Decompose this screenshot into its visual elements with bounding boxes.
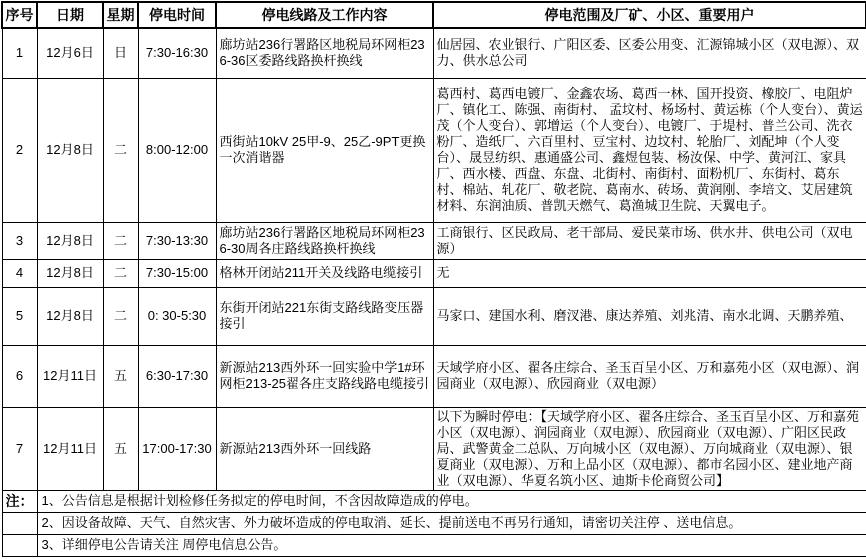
row-scope: 仙居园、农业银行、广阳区委、区委公用变、汇源锦城小区（双电源）、双力、供水总公司: [433, 28, 866, 78]
row-weekday: 二: [103, 222, 138, 259]
row-number: 2: [2, 78, 37, 222]
note-text: 3、详细停电公告请关注 周停电信息公告。: [37, 534, 866, 556]
note-row: [2, 490, 866, 512]
table-row: [2, 28, 866, 78]
row-date: 12月11日: [37, 407, 103, 490]
header-date: 日期: [37, 2, 103, 28]
row-date: 12月11日: [37, 345, 103, 407]
row-date: 12月6日: [37, 28, 103, 78]
outage-table: [1, 1, 866, 557]
row-work-content: 廊坊站236行署路区地税局环网柜236-36区委路线路换杆换线: [216, 28, 433, 78]
note-row: [2, 534, 866, 556]
row-scope: 以下为瞬时停电：【天域学府小区、翟各庄综合、圣玉百呈小区、万和嘉苑小区（双电源）、润园商业（双电源）、欣园商业（双电源）、广阳区民政局、武警黄金二总队、万向城小区（双电源）、万向城商业（双电源）、银夏商业（双电源）、万和上品小区（双电源）、都市名园小区、建业地产商业（双电源）、华夏名筑小区、迪斯卡伦商贸公司】: [433, 407, 866, 490]
row-work-content: 格林开闭站211开关及线路电缆接引: [216, 259, 433, 287]
table-row: [2, 259, 866, 287]
table-row: [2, 407, 866, 490]
header-serial: 序号: [2, 2, 37, 28]
header-work: 停电线路及工作内容: [216, 2, 433, 28]
row-time: 7:30-13:30: [138, 222, 216, 259]
row-number: 4: [2, 259, 37, 287]
note-row: [2, 512, 866, 534]
table-row: [2, 345, 866, 407]
row-work-content: 西街站10kV 25甲-9、25乙-9PT更换一次消谐器: [216, 78, 433, 222]
row-time: 8:00-12:00: [138, 78, 216, 222]
row-weekday: 五: [103, 407, 138, 490]
table-row: [2, 287, 866, 345]
row-scope: 工商银行、区民政局、老干部局、爱民菜市场、供水井、供电公司（双电源）: [433, 222, 866, 259]
row-date: 12月8日: [37, 259, 103, 287]
row-work-content: 东街开闭站221东街支路线路变压器接引: [216, 287, 433, 345]
outage-notice-sheet: [1, 1, 865, 557]
row-date: 12月8日: [37, 222, 103, 259]
row-number: 1: [2, 28, 37, 78]
row-date: 12月8日: [37, 78, 103, 222]
row-time: 17:00-17:30: [138, 407, 216, 490]
row-scope: 葛西村、葛西电镀厂、金鑫农场、葛西一林、国开投资、橡胶厂、电阻炉厂、镇化工、陈强、南街村、 孟坟村、杨场村、黄运栋（个人变台）、黄运茂（个人变台）、郭增运（个人变台）、电镀厂、于堤村、普兰公司、洗衣粉厂、造纸厂、六百里村、豆宝村、边坟村、轮胎厂、刘配坤（个人变台）、晟昱纺织、惠通盛公司、鑫煜包装、杨汝保、中学、黄河江、家具厂、西水楼、西盘、东盘、北街村、南街村、面粉机厂、东街村、葛东村、棉站、轧花厂、敬老院、葛南水、砖场、黄润刚、李培文、艾居建筑材料、东润油质、普凯天燃气、葛渔城卫生院、天翼电子。: [433, 78, 866, 222]
row-work-content: 新源站213西外环一回线路: [216, 407, 433, 490]
row-time: 0: 30-5:30: [138, 287, 216, 345]
table-row: [2, 222, 866, 259]
row-time: 7:30-15:00: [138, 259, 216, 287]
note-text: 1、公告信息是根据计划检修任务拟定的停电时间，不含因故障造成的停电。: [37, 490, 866, 512]
row-number: 7: [2, 407, 37, 490]
row-scope: 天域学府小区、翟各庄综合、圣玉百呈小区、万和嘉苑小区（双电源）、润园商业（双电源）、欣园商业（双电源）: [433, 345, 866, 407]
row-weekday: 二: [103, 78, 138, 222]
row-time: 7:30-16:30: [138, 28, 216, 78]
row-work-content: 新源站213西外环一回实验中学1#环网柜213-25翟各庄支路线路电缆接引: [216, 345, 433, 407]
row-date: 12月8日: [37, 287, 103, 345]
header-weekday: 星期: [103, 2, 138, 28]
row-weekday: 日: [103, 28, 138, 78]
notes-label-empty: [2, 512, 37, 534]
row-weekday: 二: [103, 287, 138, 345]
table-row: [2, 78, 866, 222]
row-scope: 无: [433, 259, 866, 287]
row-number: 5: [2, 287, 37, 345]
notes-label-empty: [2, 534, 37, 556]
header-scope: 停电范围及厂矿、小区、重要用户: [433, 2, 866, 28]
notes-label: 注：: [2, 490, 37, 512]
row-number: 3: [2, 222, 37, 259]
header-time: 停电时间: [138, 2, 216, 28]
header-row: [2, 2, 866, 28]
note-text: 2、因设备故障、天气、自然灾害、外力破坏造成的停电取消、延长、提前送电不再另行通知，请密切关注停 、送电信息。: [37, 512, 866, 534]
row-weekday: 五: [103, 345, 138, 407]
row-time: 6:30-17:30: [138, 345, 216, 407]
row-number: 6: [2, 345, 37, 407]
row-work-content: 廊坊站236行署路区地税局环网柜236-30周各庄路线路换杆换线: [216, 222, 433, 259]
row-scope: 马家口、建国水利、磨汊港、康达养殖、刘兆清、南水北调、天鹏养殖、: [433, 287, 866, 345]
row-weekday: 二: [103, 259, 138, 287]
